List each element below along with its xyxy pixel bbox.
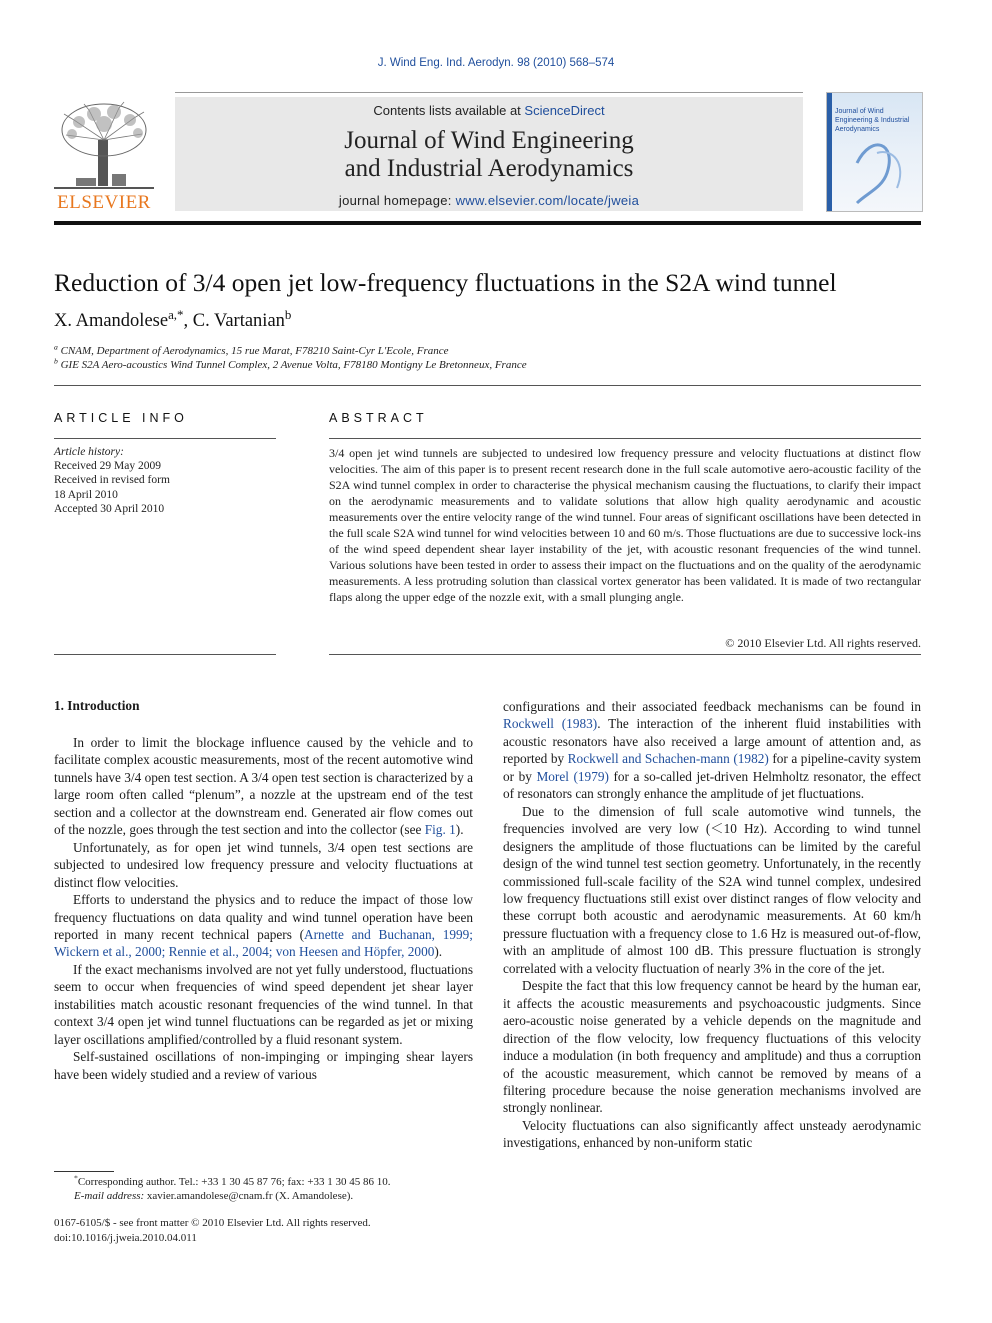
- history-item: Received 29 May 2009: [54, 460, 161, 473]
- doi-line[interactable]: doi:10.1016/j.jweia.2010.04.011: [54, 1231, 197, 1244]
- abstract-rule: [329, 438, 921, 439]
- contents-line: Contents lists available at ScienceDirect: [373, 103, 605, 118]
- corresponding-author-footnote: *Corresponding author. Tel.: +33 1 30 45 87 76; fax: +33 1 30 45 86 10.: [74, 1173, 391, 1188]
- author-name: X. Amandolese: [54, 311, 169, 331]
- issn-line: 0167-6105/$ - see front matter © 2010 Elsevier Ltd. All rights reserved.: [54, 1217, 371, 1229]
- abstract-bottom-rule: [329, 654, 921, 655]
- email-footnote: E-mail address: xavier.amandolese@cnam.fr (X. Amandolese).: [74, 1190, 354, 1202]
- article-history: Article history: Received 29 May 2009 Received in revised form 18 April 2010 Accepted 30 April 2010: [54, 445, 276, 516]
- citation-link[interactable]: Arnette and Buchanan, 1999; Wickern et al., 2000; Rennie et al., 2004; von Heesen and Höpfer, 2000: [54, 926, 473, 960]
- affiliation-b: $^b$ GIE S2A Aero-acoustics Wind Tunnel Complex, 2 Avenue Volta, F78180 Montigny Le Bretonneux, France: [54, 356, 527, 371]
- homepage-link[interactable]: www.elsevier.com/locate/jweia: [455, 193, 640, 208]
- history-item: 18 April 2010: [54, 488, 118, 501]
- left-column: [54, 734, 473, 1083]
- citation-link[interactable]: Rockwell and Schachen-mann (1982): [567, 751, 769, 767]
- paper-title: Reduction of 3/4 open jet low-frequency fluctuations in the S2A wind tunnel: [54, 268, 837, 297]
- masthead-rule: [175, 92, 803, 93]
- cover-title: Journal of Wind Engineering & Industrial Aerodynamics: [835, 108, 910, 133]
- journal-title: Journal of Wind Engineering and Industrial Aerodynamics: [344, 127, 634, 182]
- paragraph: Velocity fluctuations can also significantly affect unsteady aerodynamic investigations, enhanced by non-uniform static: [503, 1117, 921, 1151]
- cover-graphic: [827, 93, 922, 211]
- right-column: [503, 698, 921, 1152]
- paragraph: Self-sustained oscillations of non-impinging or impinging shear layers have been widely studied and a review of various: [54, 1049, 473, 1082]
- section-heading-introduction: 1. Introduction: [54, 698, 140, 713]
- abstract-copyright: © 2010 Elsevier Ltd. All rights reserved.: [725, 636, 921, 650]
- article-info-heading: ARTICLE INFO: [54, 411, 188, 425]
- abstract-heading: ABSTRACT: [329, 411, 428, 425]
- email-address[interactable]: xavier.amandolese@cnam.fr (X. Amandolese).: [144, 1190, 354, 1202]
- issn-doi-block: [54, 1216, 371, 1245]
- author-list: X. Amandolese$^{a,*}$, C. Vartanian$^b$: [54, 306, 292, 331]
- citation-link[interactable]: Morel (1979): [536, 768, 609, 784]
- abstract-text: 3/4 open jet wind tunnels are subjected to undesired low frequency pressure and velocity fluctuations at distinct flow velocities. The aim of this paper is to present recent research done in the full scale automotive aero-acoustic facility of the S2A wind tunnel complex in order to characterise the physical mechanism causing the fluctuations, to clarify their impact on the aerodynamic measurements and to validate solutions that allow high quality aerodynamic and acoustic measurements over the entire velocity range of the wind tunnel. Four areas of significant oscillations have been detected in the full scale S2A wind tunnel for wind velocities between 10 and 60 m/s. Those fluctuations are due to successive lock-ins of the wind speed dependent shear layer instability of the jet, with acoustic resonant frequencies of the wind tunnel. Various solutions have been tested in order to assess their impact on the fluctuations and on the quality of the aerodynamic measurements. A less protruding solution than classical vortex generator has been validated. It is made of two rectangular flaps along the upper edge of the nozzle exit, with a small plunging angle.: [329, 446, 921, 604]
- journal-citation: J. Wind Eng. Ind. Aerodyn. 98 (2010) 568–574: [377, 57, 615, 69]
- paragraph: If the exact mechanisms involved are not yet fully understood, fluctuations seem to occur when frequencies of wind speed dependent jet shear layer instabilities match acoustic resonant frequencies of the wind tunnel. In that context 3/4 open jet wind tunnel fluctuations can be regarded as jet or mixing layer oscillations amplified/controlled by a fluid resonant system.: [54, 961, 473, 1047]
- article-info-bottom-rule: [54, 654, 276, 655]
- figure-reference-link[interactable]: Fig. 1: [424, 822, 456, 838]
- journal-cover-thumbnail: [826, 92, 923, 212]
- history-item: Accepted 30 April 2010: [54, 502, 165, 515]
- paragraph: Unfortunately, as for open jet wind tunnels, 3/4 open test sections are subjected to undesired low frequency pressure and velocity fluctuations at distinct flow velocities.: [54, 839, 473, 890]
- affiliation-divider: [54, 385, 921, 386]
- tree-icon: [54, 100, 154, 192]
- sciencedirect-link[interactable]: ScienceDirect: [524, 103, 605, 118]
- history-item: Received in revised form: [54, 474, 170, 487]
- affiliation-a: $^a$ CNAM, Department of Aerodynamics, 15 rue Marat, F78210 Saint-Cyr L'Ecole, France: [54, 342, 449, 357]
- author-affiliation-mark[interactable]: a,*: [168, 306, 184, 322]
- paragraph: In order to limit the blockage influence caused by the vehicle and to facilitate complex acoustic measurements, most of the recent automotive wind tunnels have 3/4 open test section. A 3/4 open test section is characterized by a large room often called “plenum”, a nozzle at the upstream end of the test section and a collector at the downstream end. Generated air flow comes out of the nozzle, goes through the test section and into the collector (see Fig. 1).: [54, 735, 473, 838]
- paragraph: configurations and their associated feedback mechanisms can be found in Rockwell (1983). The interaction of the inherent fluid instabilities with acoustic resonators have also received a large amount of attention and, as reported by Rockwell and Schachen-mann (1982) for a pipeline-cavity system or by Morel (1979) for a so-called jet-driven Helmholtz resonator, the effect of resonators can strongly enhance the amplitude of jet fluctuations.: [503, 699, 922, 802]
- paragraph: Despite the fact that this low frequency cannot be heard by the human ear, it affects the acoustic measurements and psychoacoustic judgments. Since aero-acoustic noise generated by a vehicle depends on the magnitude and direction of the flow velocity, low frequency fluctuations of this velocity induce a modulation (in both frequency and amplitude) and thus a corruption of the acoustic measurement, which cannot be removed by means of a filtering procedure because the noise generation mechanisms involved are strongly nonlinear.: [503, 978, 921, 1116]
- paragraph: Efforts to understand the physics and to reduce the impact of those low frequency fluctuations on data quality and wind tunnel operation have been reported in many recent technical papers (Arnette and Buchanan, 1999; Wickern et al., 2000; Rennie et al., 2004; von Heesen and Höpfer, 2000).: [54, 892, 473, 960]
- journal-homepage: journal homepage: www.elsevier.com/locate/jweia: [338, 193, 640, 208]
- header-divider: [54, 221, 921, 225]
- paragraph: Due to the dimension of full scale automotive wind tunnels, the frequencies involved are very low (＜10 Hz). According to wind tunnel designers the amplitude of those fluctuations can be limited by the careful design of the wind tunnel test section geometry. Unfortunately, in the recently commissioned full-scale facility of the S2A wind tunnel complex, undesired low frequency fluctuations still exist over distinct ranges of flow velocity and these corrupt both acoustic and aerodynamic measurements. At 60 km/h pressure fluctuation with a frequency close to 1.6 Hz is measured out-of-flow, with an amplitude of almost 100 dB. This pressure fluctuation is strongly correlated with a velocity fluctuation of nearly 3% in the core of the jet.: [503, 803, 921, 976]
- citation-link[interactable]: Rockwell (1983): [503, 716, 598, 732]
- footnote-rule: [54, 1171, 114, 1172]
- author-name: C. Vartanian: [192, 311, 285, 331]
- elsevier-wordmark: ELSEVIER: [57, 192, 151, 213]
- author-affiliation-mark[interactable]: b: [284, 306, 292, 322]
- journal-masthead: [175, 97, 803, 211]
- article-info-rule: [54, 438, 276, 439]
